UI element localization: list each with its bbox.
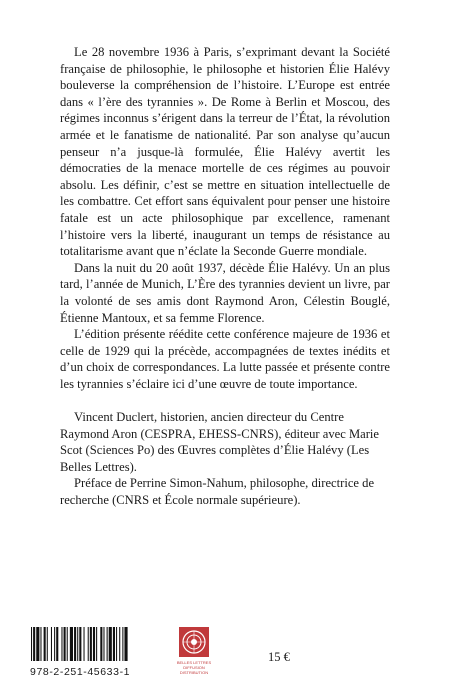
paragraph-death: Dans la nuit du 20 août 1937, décède Élie Halévy. Un an plus tard, l’année de Munich, L’Ère des tyrannies devient un livre, par la volonté de ses amis dont Raymond Aron, Célestin Bouglé, Étienne Mantoux, et sa femme Florence. xyxy=(60,260,390,325)
logo-caption: BELLES LETTRES DIFFUSION DISTRIBUTION xyxy=(176,660,212,675)
paragraph-spacer xyxy=(60,392,390,409)
paragraph-edition: L’édition présente réédite cette conférence majeure de 1936 et celle de 1929 qui la précède, accompagnées de textes inédits et d’un choix de correspondances. La lutte passée et présente contre les tyrannies s’éclaire ici d’une œuvre de toute importance. xyxy=(60,327,390,391)
paragraph-intro: Le 28 novembre 1936 à Paris, s’exprimant devant la Société française de philosophie, le philosophe et historien Élie Halévy bouleverse la compréhension de l’histoire. L’Europe est entrée dans « l’ère des tyrannies ». De Rome à Berlin et Moscou, des régimes inconnus s’érigent dans la terreur de l’État, la révolution armée et le fanatisme de nationalité. Par son analyse qu’aucun penseur n’a jusque-là formulée, Élie Halévy avertit les démocraties de la menace mortelle de ces régimes au pouvoir absolu. Les définir, c’est se mettre en situation intellectuelle de les combattre. Cet effort sans équivalent pour penser une histoire fatale est un acte philosophique par excellence, ramenant l’histoire vers la liberté, inaugurant un temps de résistance au totalitarisme avant que n’éclate la Seconde Guerre mondiale. xyxy=(60,45,390,259)
isbn-number: 978-2-251-45633-1 xyxy=(30,666,131,678)
price-label: 15 € xyxy=(268,650,290,664)
publisher-logo-icon xyxy=(178,626,210,658)
back-cover-text xyxy=(60,44,390,509)
editor-credit: Vincent Duclert, historien, ancien directeur du Centre Raymond Aron (CESPRA, EHESS-CNRS), éditeur avec Marie Scot (Sciences Po) des Œuvres complètes d’Élie Halévy (Les Belles Lettres). xyxy=(60,410,380,474)
barcode-icon xyxy=(30,627,168,661)
preface-credit: Préface de Perrine Simon-Nahum, philosophe, directrice de recherche (CNRS et École normale supérieure). xyxy=(60,476,375,508)
